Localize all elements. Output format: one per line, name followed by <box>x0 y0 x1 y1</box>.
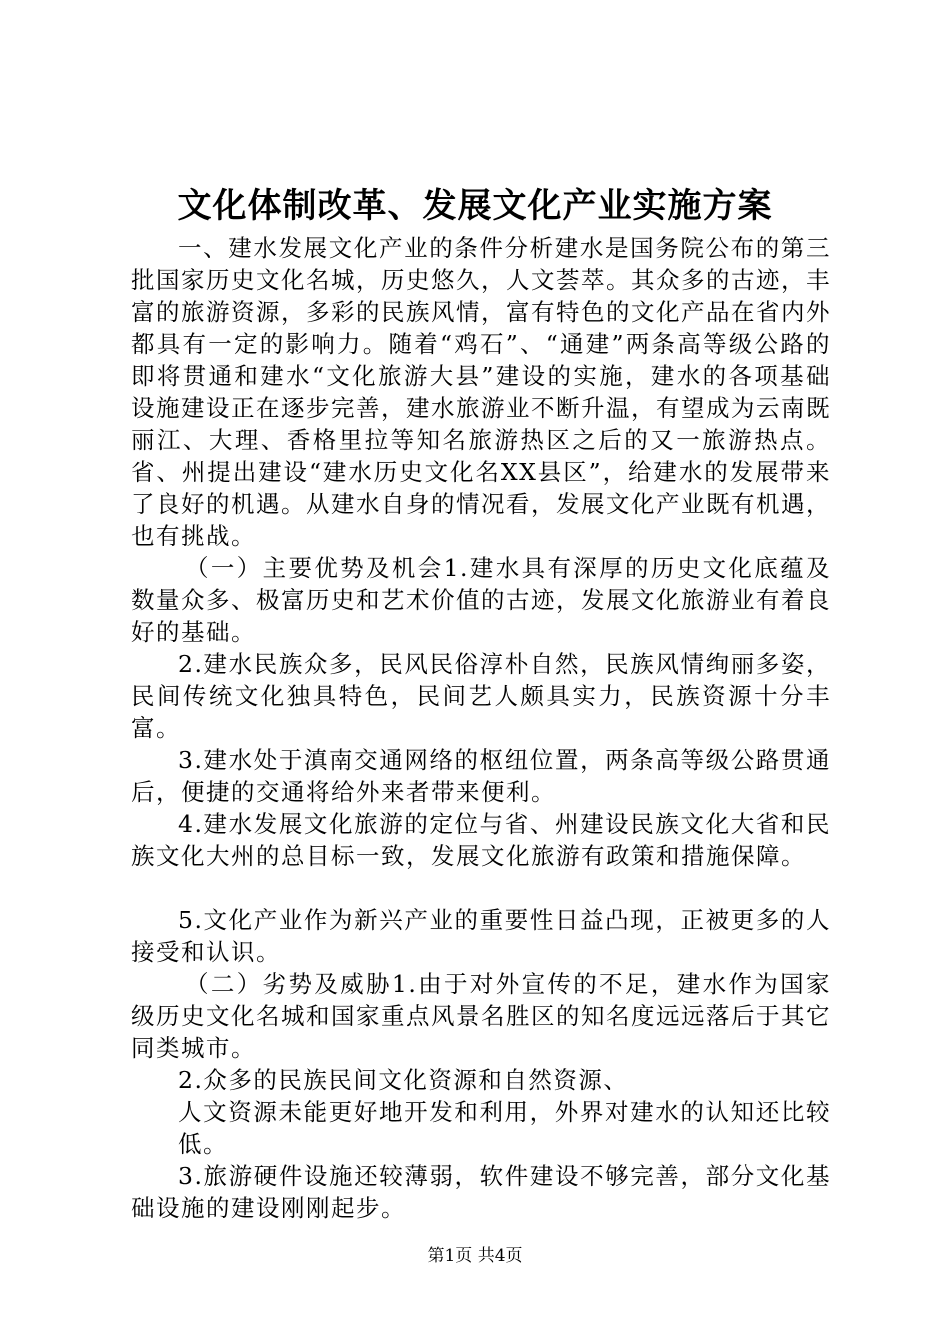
paragraph-advantage-5: 5.文化产业作为新兴产业的重要性日益凸现，正被更多的人接受和认识。 <box>131 906 831 966</box>
document-title: 文化体制改革、发展文化产业实施方案 <box>177 186 773 226</box>
paragraph-advantage-4: 4.建水发展文化旅游的定位与省、州建设民族文化大省和民族文化大州的总目标一致，发展文化旅游有政策和措施保障。 <box>131 810 831 870</box>
paragraph-disadvantage-3: 3.旅游硬件设施还较薄弱，软件建设不够完善，部分文化基础设施的建设刚刚起步。 <box>131 1162 831 1222</box>
page-footer: 第1页 共4页 <box>427 1246 523 1266</box>
paragraph-conditions-analysis: 一、建水发展文化产业的条件分析建水是国务院公布的第三批国家历史文化名城，历史悠久，人文荟萃。其众多的古迹，丰富的旅游资源，多彩的民族风情，富有特色的文化产品在省内外都具有一定的影响力。随着“鸡石”、“通建”两条高等级公路的即将贯通和建水“文化旅游大县”建设的实施，建水的各项基础设施建设正在逐步完善，建水旅游业不断升温，有望成为云南既丽江、大理、香格里拉等知名旅游热区之后的又一旅游热点。省、州提出建设“建水历史文化名XX县区”，给建水的发展带来了良好的机遇。从建水自身的情况看，发展文化产业既有机遇，也有挑战。 <box>131 234 831 550</box>
paragraph-advantage-2: 2.建水民族众多，民风民俗淳朴自然，民族风情绚丽多姿，民间传统文化独具特色，民间艺人颇具实力，民族资源十分丰富。 <box>131 650 831 742</box>
paragraph-advantages-heading: （一）主要优势及机会1.建水具有深厚的历史文化底蕴及数量众多、极富历史和艺术价值的古迹，发展文化旅游业有着良好的基础。 <box>131 554 831 646</box>
paragraph-disadvantage-2a: 2.众多的民族民间文化资源和自然资源、 <box>178 1066 629 1094</box>
document-body <box>131 232 831 1224</box>
paragraph-disadvantage-2b: 人文资源未能更好地开发和利用，外界对建水的认知还比较低。 <box>178 1098 831 1158</box>
paragraph-disadvantages-heading: （二）劣势及威胁1.由于对外宣传的不足，建水作为国家级历史文化名城和国家重点风景名胜区的知名度远远落后于其它同类城市。 <box>131 970 831 1062</box>
paragraph-advantage-3: 3.建水处于滇南交通网络的枢纽位置，两条高等级公路贯通后，便捷的交通将给外来者带来便利。 <box>131 746 831 806</box>
